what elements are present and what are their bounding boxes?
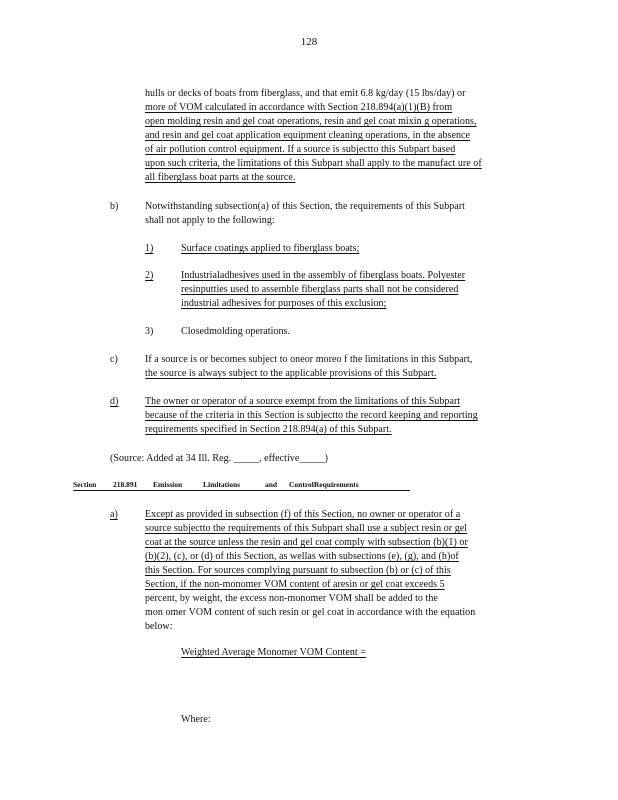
subsection-line: If a source is or becomes subject to oneor moreo f the limitations in this Subpart, xyxy=(145,354,473,365)
subsection-line: shall not apply to the following: xyxy=(145,215,275,226)
subitem-line: Industrialadhesives used in the assembly of fiberglass boats. Polyester xyxy=(181,270,466,281)
subsection-label: c) xyxy=(110,354,118,365)
intro-line: upon such criteria, the limitations of this Subpart shall apply to the manufact ure of xyxy=(145,158,482,169)
subsection-line: mon omer VOM content of such resin or gel coat in accordance with the equation xyxy=(145,607,476,618)
subsection-line: requirements specified in Section 218.894(a) of this Subpart. xyxy=(145,424,392,435)
subsection-line: The owner or operator of a source exempt from the limitations of this Subpart xyxy=(145,396,461,407)
subitem-line: industrial adhesives for purposes of this exclusion; xyxy=(181,298,387,309)
subsection-line: Section, if the non-monomer VOM content of aresin or gel coat exceeds 5 xyxy=(145,579,445,590)
section-word: Section xyxy=(73,480,97,489)
section-title-part: Emission xyxy=(153,480,183,489)
section-heading xyxy=(73,480,410,491)
subsection-line: (b)(2), (c), or (d) of this Section, as wellas with subsections (e), (g), and (h)of xyxy=(145,551,459,562)
section-title-part: Limitations xyxy=(203,480,241,489)
subsection-label: b) xyxy=(110,201,119,212)
where-label: Where: xyxy=(181,714,211,725)
subsection-line: the source is always subject to the applicable provisions of this Subpart. xyxy=(145,368,437,379)
subsection-line: below: xyxy=(145,621,173,632)
subsection-label: d) xyxy=(110,396,119,407)
subsection-line: source subjectto the requirements of this Subpart shall use a subject resin or gel xyxy=(145,523,468,534)
section-title-part: ControlRequirements xyxy=(289,480,359,489)
subitem-line: resinputties used to assemble fiberglass parts shall not be considered xyxy=(181,284,459,295)
section-title-part: and xyxy=(265,480,278,489)
subsection-line: this Section. For sources complying pursuant to subsection (b) or (c) of this xyxy=(145,565,451,576)
intro-line: more of VOM calculated in accordance with Section 218.894(a)(1)(B) from xyxy=(145,102,453,113)
subitem-label: 2) xyxy=(145,270,154,281)
intro-line: open molding resin and gel coat operations, resin and gel coat mixin g operations, xyxy=(145,116,477,127)
subitem-label: 3) xyxy=(145,326,154,337)
section-number: 218.891 xyxy=(113,480,138,489)
page-number: 128 xyxy=(300,36,318,48)
subsection-label: a) xyxy=(110,509,118,520)
intro-line: all fiberglass boat parts at the source. xyxy=(145,172,296,183)
subsection-line: Except as provided in subsection (f) of this Section, no owner or operator of a xyxy=(145,509,461,520)
subsection-line: percent, by weight, the excess non-monomer VOM shall be added to the xyxy=(145,593,438,604)
subitem-line: Closedmolding operations. xyxy=(181,326,291,337)
subitem-label: 1) xyxy=(145,243,154,254)
intro-line: and resin and gel coat application equipment cleaning operations, in the absence xyxy=(145,130,470,141)
source-note: (Source: Added at 34 Ill. Reg. _____, effective_____) xyxy=(110,453,328,464)
equation-label: Weighted Average Monomer VOM Content = xyxy=(181,647,366,658)
subsection-line: because of the criteria in this Section is subjectto the record keeping and reporting xyxy=(145,410,478,421)
subsection-line: Notwithstanding subsection(a) of this Section, the requirements of this Subpart xyxy=(145,201,466,212)
intro-line: hulls or decks of boats from fiberglass, and that emit 6.8 kg/day (15 lbs/day) or xyxy=(145,88,466,99)
intro-line: of air pollution control equipment. If a source is subjectto this Subpart based xyxy=(145,144,456,155)
subsection-line: coat at the source unless the resin and gel coat comply with subsection (b)(1) or xyxy=(145,537,468,548)
subitem-line: Surface coatings applied to fiberglass boats; xyxy=(181,243,360,254)
